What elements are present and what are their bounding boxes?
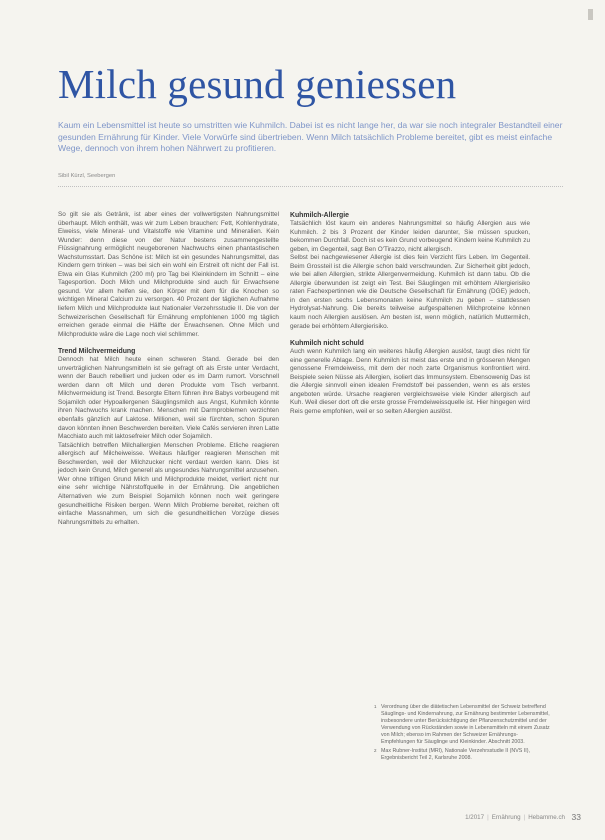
footnote-text: Verordnung über die diätetischen Lebensmittel der Schweiz betreffend Säuglings- und Kindernahrung, zur Ernährung bestimmter Lebensmittel, insbesondere unter Berücksichtigung der Pflanzenschutzmittel und der Verwendung von Rückständen sowie in Lebensmitteln mit einem Zusatz von Milch; ebenso im Rahmen der Schweizer Ernährungs-Empfehlungen für Säuglinge und Kleinkinder. Abschnitt 2003. [381,704,550,746]
header-divider [58,186,563,187]
heading-kuhmilch-nicht-schuld: Kuhmilch nicht schuld [290,340,364,348]
footnote-text: Max Rubner-Institut (MRI), Nationale Verzehrsstudie II (NVS II), Ergebnisbericht Teil 2, Karlsruhe 2008. [381,747,530,761]
right-paragraph-2: Selbst bei nachgewiesener Allergie ist dies fein Verzicht fürs Leben. Im Gegenteil. Beim Grossteil ist die Allergie schon bald verschwunden. Zur Sicherheit gibt jedoch, wie bei allen Allergien, strikte Allergenvermeidung. Kuhmilch ist dann tabu. Ob die Allergie überwunden ist zeigt ein Test. Bei Säuglingen mit erhöhtem Allergierisiko raten Fachexpertinnen wie die Deutsche Gesellschaft für Ernährung (DGE) jedoch, in den ersten sechs Lebensmonaten keine Kuhmilch zu geben – stattdessen Hydrolysat-Nahrung. Die bereits teilweise aufgespaltenen Milchproteine können kaum noch Allergien auslösen. Am besten ist, wenn möglich, natürlich Muttermilch, gerade bei erhöhtem Allergierisiko. [290,254,530,330]
footnotes [374,704,552,763]
page-footer: 1/2017 | Ernährung | Hebamme.ch [465,814,565,821]
left-column [58,211,279,527]
left-paragraph-2: Dennoch hat Milch heute einen schweren Stand. Gerade bei den unverträglichen Nahrungsmitteln ist sie gefragt oft als Erste unter Verdacht, wenn der Bauch rebelliert und jucken oder es im Darm rumort. Vorschnell werden dann oft Milch und deren Produkte vom Tisch verbannt. Milchvermeidung ist Trend. Besorgte Eltern führen ihre Babys vorbeugend mit Sojamilch oder Hypoallergenen Säuglingsmilch aus Angst, Kuhmilch könnte ihren Nachwuchs krank machen. Menschen mit Darmproblemen verzichten ebenfalls gänzlich auf Laktose. Millionen, weil sie fürchten, schon Spuren davon könnten ihnen Beschwerden bereiten. Viele Cafés servieren ihren Latte Macchiato auch mit laktosefreier Milch oder Sojamilch. [58,356,279,441]
heading-kuhmilch-allergie: Kuhmilch-Allergie [290,212,349,219]
page-edge-mark [588,9,593,20]
footer-section: Ernährung [491,814,521,821]
page-number: 33 [571,812,581,822]
footnote-marker: 1 [374,704,377,709]
footnote-item [374,704,552,747]
right-paragraph-3: Auch wenn Kuhmilch lang ein weiteres häufig Allergien auslöst, taugt dies nicht für eine generelle Ablage. Denn Kuhmilch ist meist das erste und in grösseren Mengen genossene Fremdeiweiss, mit dem der noch zarte Organismus konfrontiert wird. Beispiele seien Nüsse als Allergien, isoliert das Immunsystem. Ebensowenig Das ist die Allergie sinnvoll einen idealen Fremdstoff bei passenden, wenn es als erstes angeboten würde. Ursache reagieren vergleichsweise viele Kinder allergisch auf Kuh. Weil dieser dort oft die erste grosse Fremdeiweissquelle ist. Hier hingegen wird Reis gerne empfohlen, weil er so selten Allergien auslöst. [290,348,530,415]
footer-publication: Hebamme.ch [528,814,565,821]
article-lead: Kaum ein Lebensmittel ist heute so umstritten wie Kuhmilch. Dabei ist es nicht lange her, da war sie noch integraler Bestandteil einer gesunden Ernährung für Kinder. Viele Vorwürfe sind übertrieben. Wenn Milch tatsächlich Probleme bereitet, gibt es meist einfache Wege, dennoch von ihrem hohen Nährwert zu profitieren. [58,120,563,153]
article-title: Milch gesund geniessen [58,61,457,107]
right-column [290,211,530,416]
left-paragraph-3: Tatsächlich betreffen Milchallergien Menschen Probleme. Etliche reagieren allergisch auf Milcheiweisse. Weitaus häufiger reagieren Menschen mit Beschwerden, weil der Milchzucker nicht verdaut werden kann. Dies ist jedoch kein Grund, Milch generell als ungesundes Nahrungsmittel anzusehen. Wer ohne triftigen Grund Milch und Milchprodukte meidet, verliert nicht nur eine sehr wichtige Nährstoffquelle in der Ernährung. Die angeblichen Alternativen wie zum Beispiel Sojamilch können noch weit geringere gesundheitliche Risiken bergen. Wenn Milch Probleme bereitet, reichen oft einfache Massnahmen, um sich die gesundheitlichen Vorzüge dieses Nahrungsmittels zu erhalten. [58,441,279,526]
left-intro-paragraph: So gilt sie als Getränk, ist aber eines der vollwertigsten Nahrungsmittel überhaupt. Milch enthält, was wir zum Leben brauchen: Fett, Kohlenhydrate, Eiweiss, viele Mineral- und Vitalstoffe wie Vitamine und Mineralien. Kein Wunder: denn diese von der Natur bestens zusammengestellte Flüssignahrung ermöglicht neugeborenen Nachwuchs einen phantastischen Wachstumsstart. Das Schöne ist: Milch ist ein gesundes Nahrungsmittel, das Kindern gern trinken – was bei sich ein wohl ein Erstreit oft nicht der Fall ist. Etwa ein Glas Kuhmilch (200 ml) pro Tag bei Kleinkindern im Schnitt – eine Tagesportion. Doch Milch und Milchprodukte sind auch für Erwachsene gesund. Vor allem helfen sie, den Körper mit dem für die Knochen so wichtigen Mineral Calcium zu versorgen. 40 Prozent der täglichen Aufnahme liefern Milch und Milchprodukte laut Nationaler Verzehrsstudie II. Die von der Schweizerischen Gesellschaft für Ernährung empfohlenen 1000 mg täglich erreichen gerade einmal die Hälfte der Erwachsenen. Ohne Milch und Milchprodukte wäre die Lage noch viel schlimmer. [58,211,279,338]
heading-trend-milchvermeidung: Trend Milchvermeidung [58,348,136,356]
right-paragraph-1: Tatsächlich löst kaum ein anderes Nahrungsmittel so häufig Allergien aus wie Kuhmilch. 2 bis 3 Prozent der Kinder leiden darunter, Sie müssen spucken, bekommen Durchfall. Doch ist es kein Grund vorbeugend Kindern keine Kuhmilch zu geben, im Gegenteil, sagt Ben O'Tirazzo, nicht allergisch. [290,220,530,253]
footnote-item [374,748,552,762]
article-author: Sibil Kürzl, Seebergen [58,173,116,179]
footnote-marker: 2 [374,747,377,753]
footer-issue: 1/2017 [465,814,485,821]
